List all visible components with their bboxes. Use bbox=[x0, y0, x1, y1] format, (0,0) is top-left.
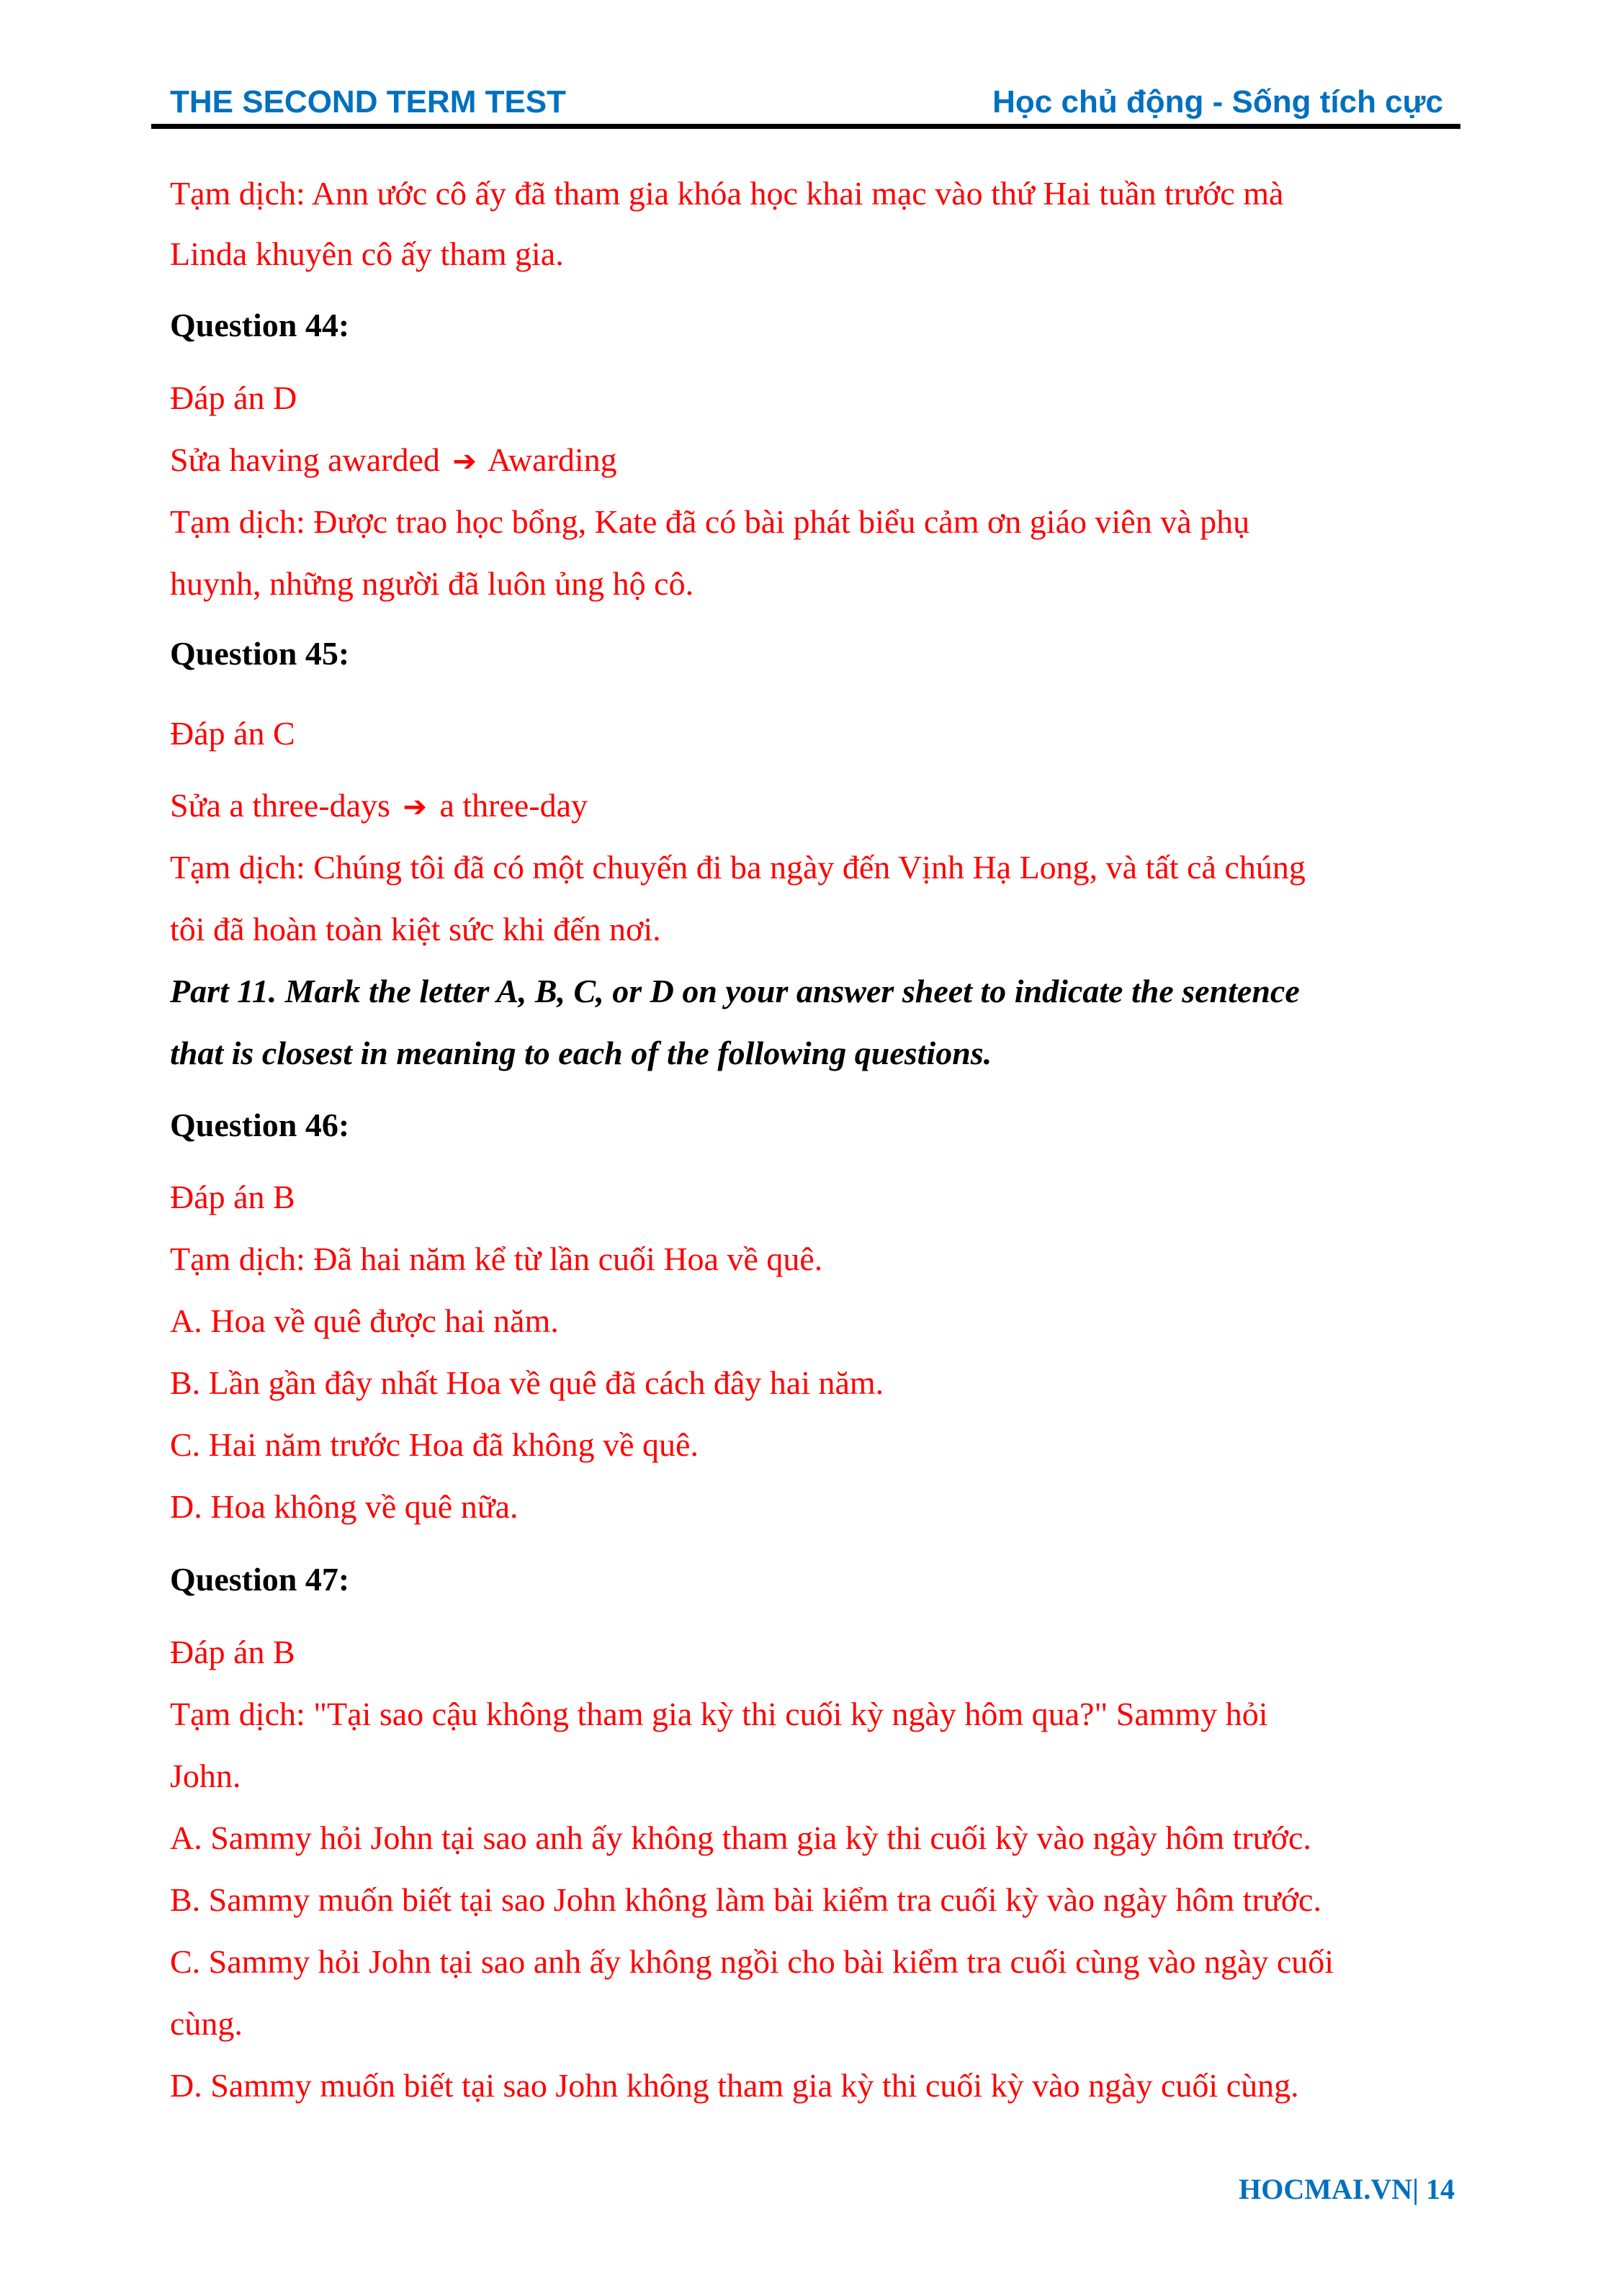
page-footer bbox=[1239, 2172, 1455, 2206]
part-11-instruction-line-2: that is closest in meaning to each of the following questions. bbox=[170, 1035, 992, 1071]
page-number: 14 bbox=[1426, 2173, 1455, 2205]
q45-translation-line-2: tôi đã hoàn toàn kiệt sức khi đến nơi. bbox=[170, 911, 661, 947]
q45-correction-from: Sửa a three-days bbox=[170, 787, 390, 824]
q44-translation-line-1: Tạm dịch: Được trao học bổng, Kate đã có bài phát biểu cảm ơn giáo viên và phụ bbox=[170, 503, 1250, 540]
q46-option-d: D. Hoa không về quê nữa. bbox=[170, 1488, 519, 1525]
part-11-instruction-line-1: Part 11. Mark the letter A, B, C, or D on your answer sheet to indicate the sentence bbox=[170, 973, 1300, 1009]
q46-translation: Tạm dịch: Đã hai năm kể từ lần cuối Hoa về quê. bbox=[170, 1241, 823, 1277]
q46-option-a: A. Hoa về quê được hai năm. bbox=[170, 1302, 559, 1339]
right-arrow-icon: ➔ bbox=[452, 445, 477, 478]
footer-separator: | bbox=[1412, 2173, 1419, 2205]
question-46-heading: Question 46: bbox=[170, 1107, 350, 1143]
q47-option-c-line-1: C. Sammy hỏi John tại sao anh ấy không ngồi cho bài kiểm tra cuối cùng vào ngày cuối bbox=[170, 1943, 1334, 1980]
q47-translation-line-1: Tạm dịch: "Tại sao cậu không tham gia kỳ thi cuối kỳ ngày hôm qua?" Sammy hỏi bbox=[170, 1696, 1268, 1732]
q44-correction-to: Awarding bbox=[487, 441, 617, 478]
q47-option-b: B. Sammy muốn biết tại sao John không làm bài kiểm tra cuối kỳ vào ngày hôm trước. bbox=[170, 1881, 1321, 1918]
q47-option-c-line-2: cùng. bbox=[170, 2005, 243, 2042]
q46-option-b: B. Lần gần đây nhất Hoa về quê đã cách đây hai năm. bbox=[170, 1364, 884, 1401]
q45-answer: Đáp án C bbox=[170, 715, 295, 752]
page-header bbox=[170, 81, 1443, 124]
header-divider bbox=[151, 124, 1460, 129]
q43-translation-line-1: Tạm dịch: Ann ước cô ấy đã tham gia khóa học khai mạc vào thứ Hai tuần trước mà bbox=[170, 175, 1284, 212]
q47-translation-line-2: John. bbox=[170, 1757, 241, 1794]
right-arrow-icon: ➔ bbox=[403, 791, 427, 824]
q44-answer: Đáp án D bbox=[170, 379, 297, 416]
q44-translation-line-2: huynh, những người đã luôn ủng hộ cô. bbox=[170, 565, 694, 602]
header-slogan: Học chủ động - Sống tích cực bbox=[992, 84, 1443, 120]
q46-answer: Đáp án B bbox=[170, 1179, 295, 1215]
q47-option-d: D. Sammy muốn biết tại sao John không tham gia kỳ thi cuối kỳ vào ngày cuối cùng. bbox=[170, 2067, 1299, 2104]
question-44-heading: Question 44: bbox=[170, 307, 350, 343]
q44-correction-from: Sửa having awarded bbox=[170, 441, 440, 478]
question-45-heading: Question 45: bbox=[170, 635, 350, 672]
footer-site: HOCMAI.VN bbox=[1239, 2173, 1413, 2205]
q44-correction bbox=[170, 441, 617, 478]
q45-correction bbox=[170, 789, 588, 822]
question-47-heading: Question 47: bbox=[170, 1561, 350, 1598]
header-test-title: THE SECOND TERM TEST bbox=[170, 84, 567, 120]
q47-answer: Đáp án B bbox=[170, 1634, 295, 1670]
q43-translation-line-2: Linda khuyên cô ấy tham gia. bbox=[170, 235, 564, 272]
q47-option-a: A. Sammy hỏi John tại sao anh ấy không tham gia kỳ thi cuối kỳ vào ngày hôm trước. bbox=[170, 1819, 1311, 1856]
q45-translation-line-1: Tạm dịch: Chúng tôi đã có một chuyến đi ba ngày đến Vịnh Hạ Long, và tất cả chúng bbox=[170, 849, 1306, 886]
q45-correction-to: a three-day bbox=[439, 787, 588, 824]
q46-option-c: C. Hai năm trước Hoa đã không về quê. bbox=[170, 1426, 699, 1463]
